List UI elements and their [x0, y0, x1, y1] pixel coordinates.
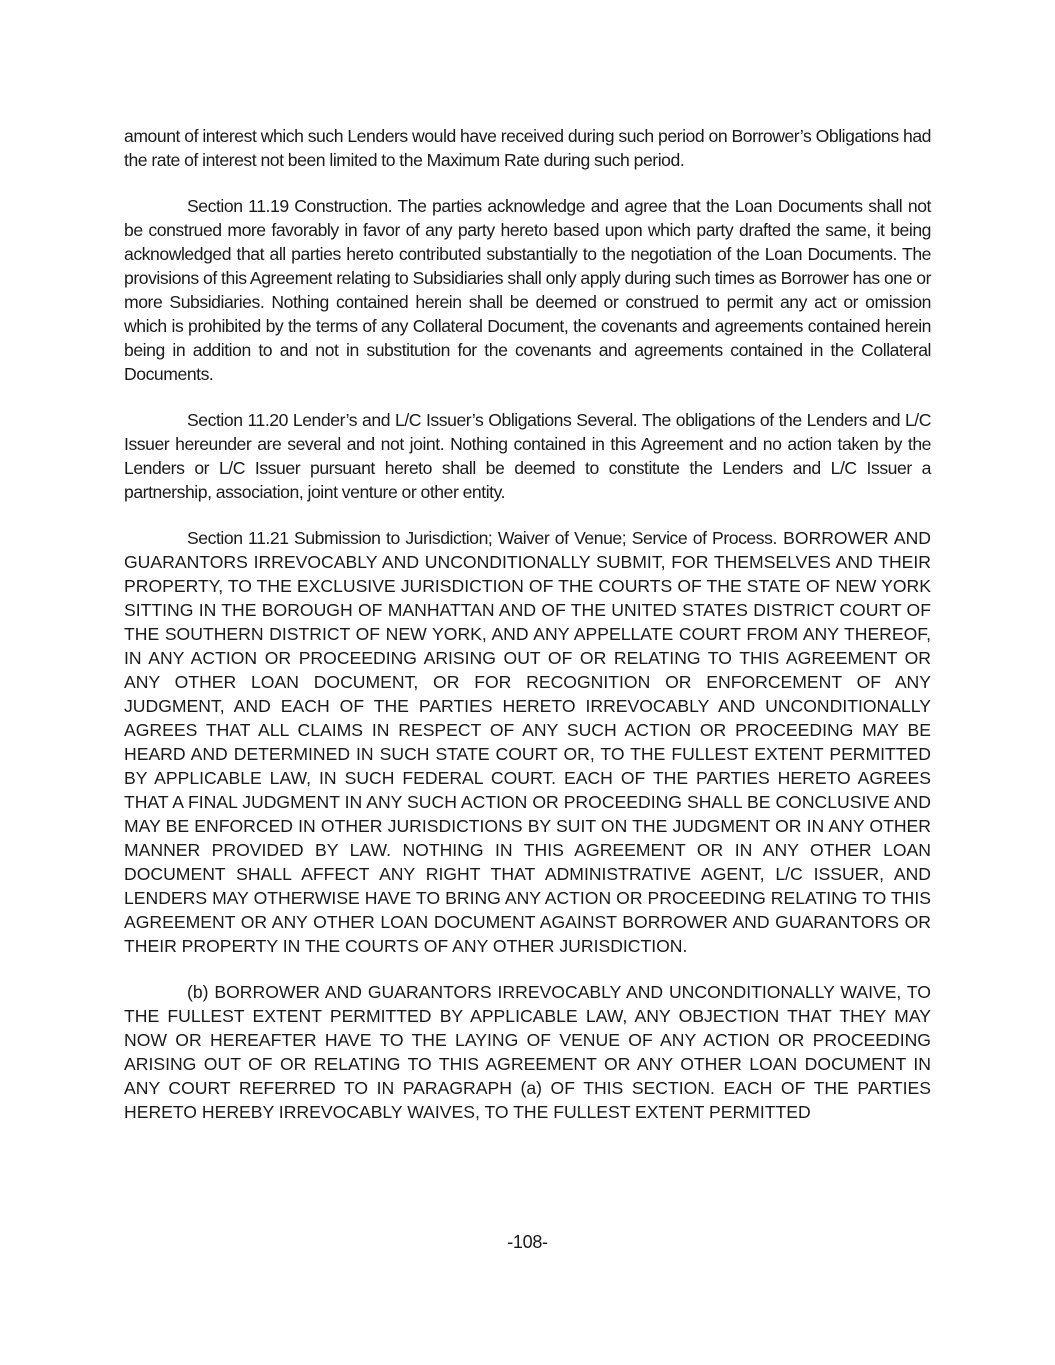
page-number: -108-: [507, 1232, 548, 1252]
document-page: [124, 124, 931, 1124]
paragraph-section-11-21: [124, 526, 931, 958]
section-11-21-body: BORROWER AND GUARANTORS IRREVOCABLY AND UNCONDITIONALLY SUBMIT, FOR THEMSELVES AND THEIR PROPERTY, TO THE EXCLUSIVE JURISDICTION OF THE COURTS OF THE STATE OF NEW YORK SITTING IN THE BOROUGH OF MANHATTAN AND OF THE UNITED STATES DISTRICT COURT OF THE SOUTHERN DISTRICT OF NEW YORK, AND ANY APPELLATE COURT FROM ANY THEREOF, IN ANY ACTION OR PROCEEDING ARISING OUT OF OR RELATING TO THIS AGREEMENT OR ANY OTHER LOAN DOCUMENT, OR FOR RECOGNITION OR ENFORCEMENT OF ANY JUDGMENT, AND EACH OF THE PARTIES HERETO IRREVOCABLY AND UNCONDITIONALLY AGREES THAT ALL CLAIMS IN RESPECT OF ANY SUCH ACTION OR PROCEEDING MAY BE HEARD AND DETERMINED IN SUCH STATE COURT OR, TO THE FULLEST EXTENT PERMITTED BY APPLICABLE LAW, IN SUCH FEDERAL COURT. EACH OF THE PARTIES HERETO AGREES THAT A FINAL JUDGMENT IN ANY SUCH ACTION OR PROCEEDING SHALL BE CONCLUSIVE AND MAY BE ENFORCED IN OTHER JURISDICTIONS BY SUIT ON THE JUDGMENT OR IN ANY OTHER MANNER PROVIDED BY LAW. NOTHING IN THIS AGREEMENT OR IN ANY OTHER LOAN DOCUMENT SHALL AFFECT ANY RIGHT THAT ADMINISTRATIVE AGENT, L/C ISSUER, AND LENDERS MAY OTHERWISE HAVE TO BRING ANY ACTION OR PROCEEDING RELATING TO THIS AGREEMENT OR ANY OTHER LOAN DOCUMENT AGAINST BORROWER AND GUARANTORS OR THEIR PROPERTY IN THE COURTS OF ANY OTHER JURISDICTION.: [124, 528, 931, 956]
paragraph-interest-continuation: amount of interest which such Lenders would have received during such period on Borrower’s Obligations had the rate of interest not been limited to the Maximum Rate during such period.: [124, 126, 931, 170]
paragraph-waiver-of-venue: (b) BORROWER AND GUARANTORS IRREVOCABLY AND UNCONDITIONALLY WAIVE, TO THE FULLEST EXTENT PERMITTED BY APPLICABLE LAW, ANY OBJECTION THAT THEY MAY NOW OR HEREAFTER HAVE TO THE LAYING OF VENUE OF ANY ACTION OR PROCEEDING ARISING OUT OF OR RELATING TO THIS AGREEMENT OR ANY OTHER LOAN DOCUMENT IN ANY COURT REFERRED TO IN PARAGRAPH (a) OF THIS SECTION. EACH OF THE PARTIES HERETO HEREBY IRREVOCABLY WAIVES, TO THE FULLEST EXTENT PERMITTED: [124, 982, 931, 1122]
section-11-21-heading: Section 11.21 Submission to Jurisdiction; Waiver of Venue; Service of Process.: [187, 528, 777, 548]
paragraph-section-11-20: Section 11.20 Lender’s and L/C Issuer’s Obligations Several. The obligations of the Lenders and L/C Issuer hereunder are several and not joint. Nothing contained in this Agreement and no action taken by the Lenders or L/C Issuer pursuant hereto shall be deemed to constitute the Lenders and L/C Issuer a partnership, association, joint venture or other entity.: [124, 410, 931, 502]
paragraph-section-11-19: Section 11.19 Construction. The parties acknowledge and agree that the Loan Documents shall not be construed more favorably in favor of any party hereto based upon which party drafted the same, it being acknowledged that all parties hereto contributed substantially to the negotiation of the Loan Documents. The provisions of this Agreement relating to Subsidiaries shall only apply during such times as Borrower has one or more Subsidiaries. Nothing contained herein shall be deemed or construed to permit any act or omission which is prohibited by the terms of any Collateral Document, the covenants and agreements contained herein being in addition to and not in substitution for the covenants and agreements contained in the Collateral Documents.: [124, 196, 931, 384]
